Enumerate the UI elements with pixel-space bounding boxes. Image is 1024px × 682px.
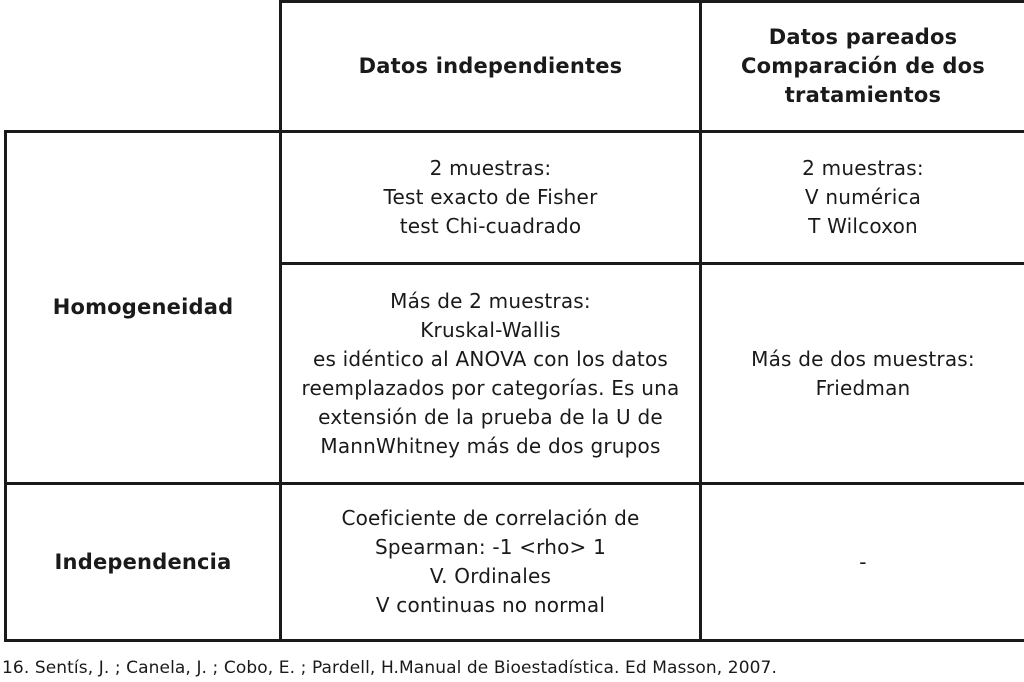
row-label-homogeneity bbox=[7, 133, 279, 482]
cell-line: Más de 2 muestras: bbox=[390, 288, 591, 313]
header-paired-line: tratamientos bbox=[784, 83, 942, 107]
cell-line: V continuas no normal bbox=[375, 593, 606, 617]
cell-line: es idéntico al ANOVA con los datos bbox=[312, 346, 669, 371]
cell-line: reemplazados por categorías. Es una bbox=[301, 375, 680, 400]
footnote-citation: 16. Sentís, J. ; Canela, J. ; Cobo, E. ; Pardell, H.Manual de Bioestadística. Ed Masson, 2007. bbox=[2, 658, 777, 678]
cell-line: - bbox=[859, 549, 867, 574]
cell-line: T Wilcoxon bbox=[808, 214, 918, 238]
cell-line: 2 muestras: bbox=[802, 156, 924, 180]
cell-line: Test exacto de Fisher bbox=[383, 185, 598, 209]
cell-ind-paired bbox=[702, 485, 1024, 639]
row-label-independence-text: Independencia bbox=[54, 549, 232, 574]
cell-line: test Chi-cuadrado bbox=[399, 214, 582, 238]
cell-line: Spearman: -1 <rho> 1 bbox=[374, 535, 606, 559]
cell-line: V. Ordinales bbox=[429, 564, 552, 588]
cell-line: extensión de la prueba de la U de bbox=[318, 404, 663, 429]
header-independent bbox=[282, 3, 699, 130]
header-paired-line: Datos pareados bbox=[768, 25, 958, 49]
cell-line: V numérica bbox=[804, 185, 922, 209]
cell-line: 2 muestras: bbox=[429, 156, 552, 180]
row-label-independence bbox=[7, 485, 279, 639]
cell-hom-two-paired bbox=[702, 133, 1024, 262]
row-label-homogeneity-text: Homogeneidad bbox=[52, 295, 234, 319]
cell-line: Friedman bbox=[815, 375, 911, 400]
cell-line: Más de dos muestras: bbox=[751, 346, 975, 371]
header-paired bbox=[702, 3, 1024, 130]
cell-line: Coeficiente de correlación de bbox=[341, 506, 640, 530]
cell-line: Kruskal-Wallis bbox=[420, 317, 561, 342]
cell-hom-more-independent bbox=[282, 265, 699, 482]
cell-ind-independent bbox=[282, 485, 699, 639]
cell-hom-two-independent bbox=[282, 133, 699, 262]
cell-hom-more-paired bbox=[702, 265, 1024, 482]
header-paired-line: Comparación de dos bbox=[741, 54, 985, 78]
table-border-bottom bbox=[4, 639, 1024, 642]
cell-line: MannWhitney más de dos grupos bbox=[320, 433, 661, 458]
header-independent-text: Datos independientes bbox=[358, 54, 623, 78]
